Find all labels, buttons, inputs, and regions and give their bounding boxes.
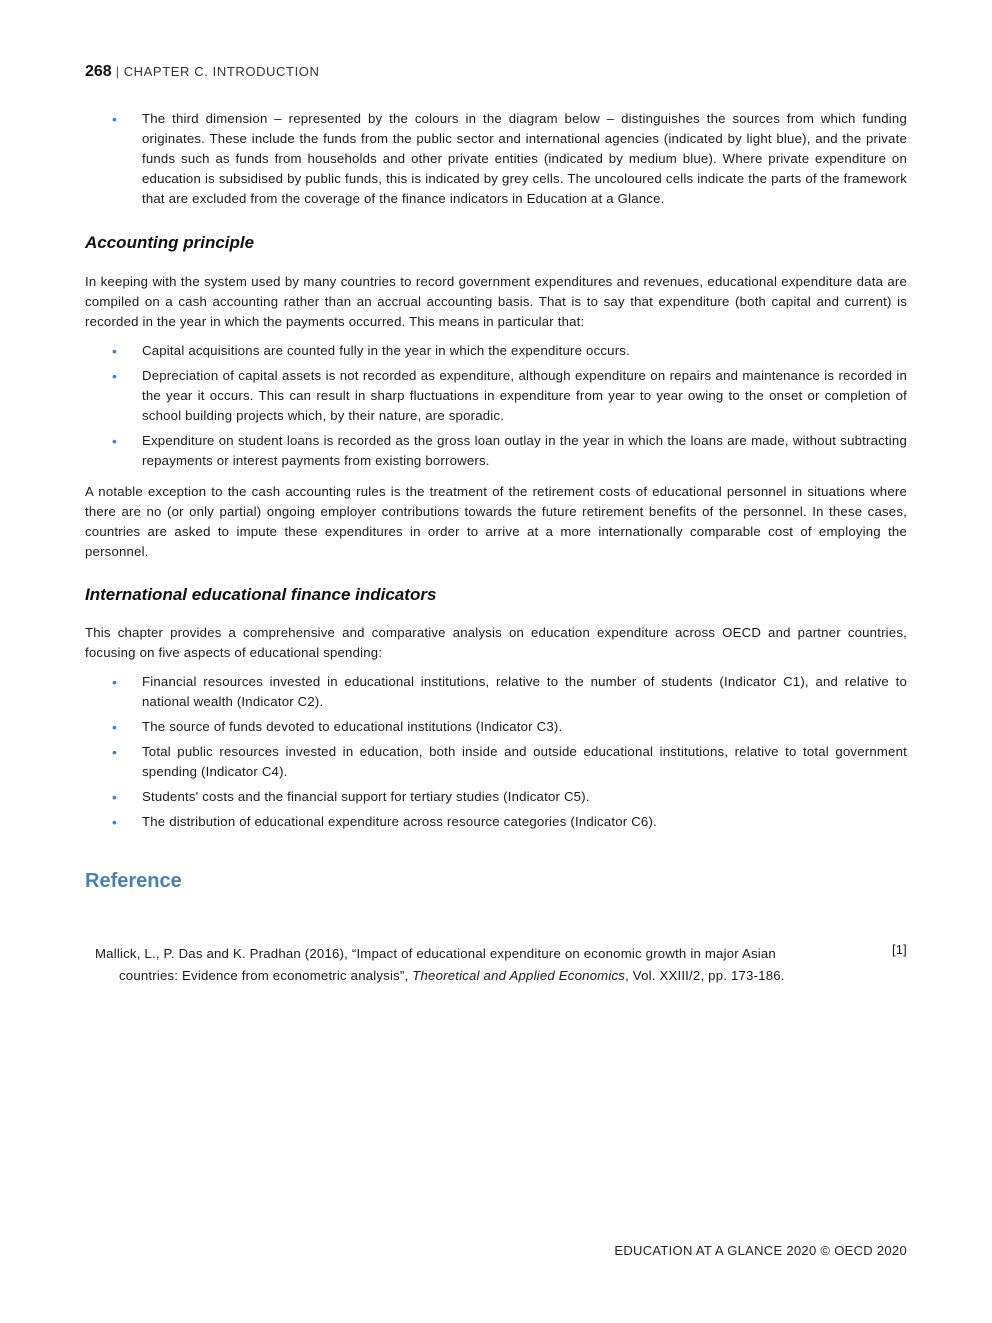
chapter-title: CHAPTER C. INTRODUCTION: [123, 64, 320, 79]
header-separator: |: [115, 64, 120, 79]
indicators-bullets: [85, 672, 907, 837]
paragraph: A notable exception to the cash accounting rules is the treatment of the retirement costs of educational personnel in situations where there are no (or only partial) ongoing employer contributions towards the future retirement benefits of the personnel. In these cases, countries are asked to impute these expenditures in order to arrive at a more internationally comparable cost of employing the personnel.: [85, 484, 907, 559]
bullet-icon: •: [112, 433, 118, 449]
list-item-text: Financial resources invested in educational institutions, relative to the number of students (Indicator C1), and relative to national wealth (Indicator C2).: [142, 674, 907, 709]
bullet-icon: •: [112, 814, 118, 830]
bullet-icon: •: [112, 744, 118, 760]
bullet-icon: •: [112, 368, 118, 384]
reference-text: , Vol. XXIII/2, pp. 173-186.: [625, 968, 785, 983]
list-item: [85, 109, 907, 209]
list-item-text: Depreciation of capital assets is not recorded as expenditure, although expenditure on repairs and maintenance is recorded in the year it occurs. This can result in sharp fluctuations in expenditure from year to year owing to the onset or completion of school building projects which, by their nature, are sporadic.: [142, 368, 907, 423]
paragraph: This chapter provides a comprehensive and comparative analysis on education expenditure across OECD and partner countries, focusing on five aspects of educational spending:: [85, 625, 907, 660]
list-item: [85, 366, 907, 426]
top-bullet-block: [85, 109, 907, 214]
list-item: [85, 341, 907, 361]
list-item: [85, 717, 907, 737]
bullet-icon: •: [112, 719, 118, 735]
list-item: [85, 787, 907, 807]
bullet-icon: •: [112, 111, 118, 127]
page-footer: EDUCATION AT A GLANCE 2020 © OECD 2020: [614, 1243, 907, 1258]
reference-text: countries: Evidence from econometric analysis”,: [119, 968, 413, 983]
bullet-icon: •: [112, 343, 118, 359]
section-heading: International educational finance indicators: [85, 585, 437, 604]
reference-line-1: Mallick, L., P. Das and K. Pradhan (2016), “Impact of educational expenditure on economic growth in major Asian: [95, 946, 776, 961]
page-number: 268: [85, 63, 112, 80]
section-heading: Accounting principle: [85, 233, 255, 252]
list-item: [85, 742, 907, 782]
indicators-section: [85, 585, 907, 605]
list-item-text: Students' costs and the financial support for tertiary studies (Indicator C5).: [142, 789, 590, 804]
list-item: [85, 672, 907, 712]
indicators-intro: [85, 623, 907, 663]
list-item: [85, 431, 907, 471]
bullet-icon: •: [112, 789, 118, 805]
list-item-text: Total public resources invested in education, both inside and outside educational institutions, relative to total government spending (Indicator C4).: [142, 744, 907, 779]
accounting-intro: [85, 272, 907, 332]
reference-tag: [1]: [891, 942, 907, 957]
reference-journal: Theoretical and Applied Economics: [412, 968, 626, 983]
list-item-text: The distribution of educational expenditure across resource categories (Indicator C6).: [142, 814, 657, 829]
reference-heading: Reference: [85, 870, 182, 892]
accounting-bullets: [85, 341, 907, 476]
list-item-text: Expenditure on student loans is recorded as the gross loan outlay in the year in which the loans are made, without subtracting repayments or interest payments from existing borrowers.: [142, 433, 907, 468]
reference-line-2: [95, 965, 907, 987]
reference-entry: [95, 943, 907, 987]
list-item-text: The source of funds devoted to educational institutions (Indicator C3).: [142, 719, 563, 734]
bullet-icon: •: [112, 674, 118, 690]
accounting-closing: [85, 482, 907, 562]
list-item: [85, 812, 907, 832]
page-header: [85, 63, 320, 81]
accounting-section: [85, 233, 907, 253]
paragraph: In keeping with the system used by many countries to record government expenditures and revenues, educational expenditure data are compiled on a cash accounting rather than an accrual accounting basis. That is to say that expenditure (both capital and current) is recorded in the year in which the payments occurred. This means in particular that:: [85, 274, 907, 329]
list-item-text: The third dimension – represented by the colours in the diagram below – distinguishes the sources from which funding originates. These include the funds from the public sector and international agencies (indicated by light blue), and the private funds such as funds from households and other private entities (indicated by medium blue). Where private expenditure on education is subsidised by public funds, this is indicated by grey cells. The uncoloured cells indicate the parts of the framework that are excluded from the coverage of the finance indicators in Education at a Glance.: [142, 111, 907, 206]
list-item-text: Capital acquisitions are counted fully in the year in which the expenditure occurs.: [142, 343, 630, 358]
